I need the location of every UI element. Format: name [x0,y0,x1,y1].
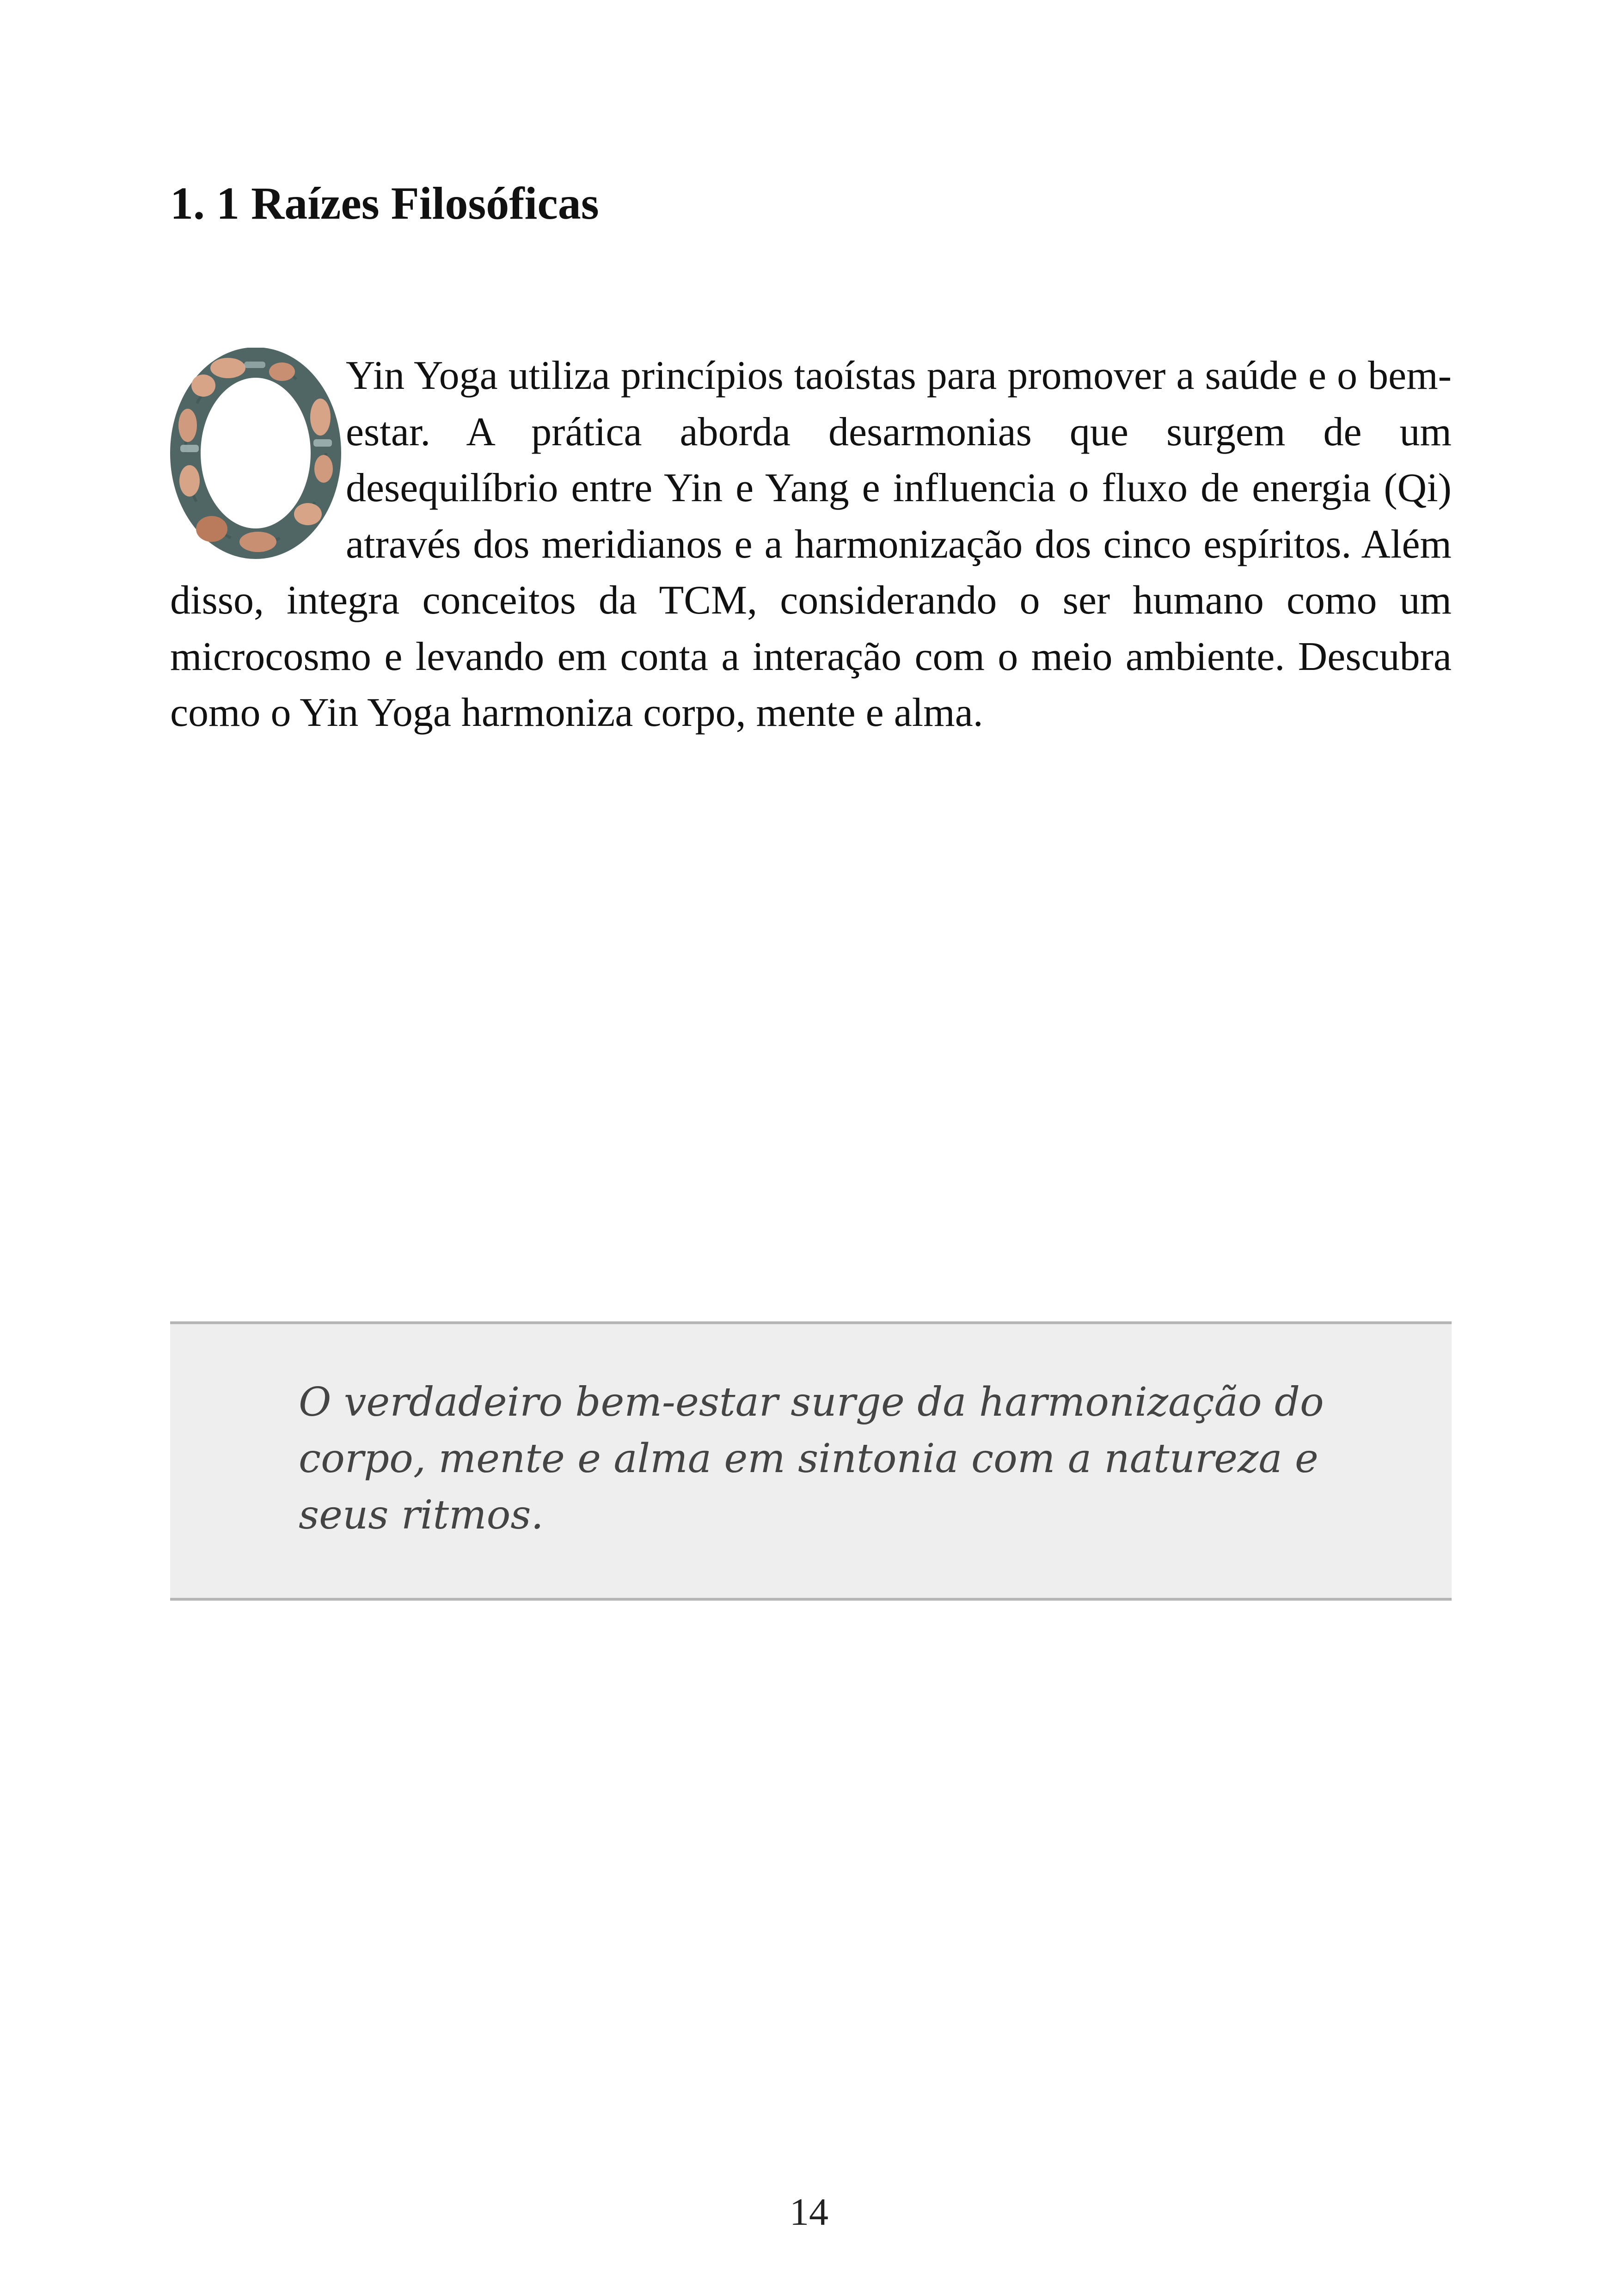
intro-paragraph [170,348,1452,741]
section-heading: 1. 1 Raízes Filosóficas [170,178,599,229]
pull-quote-box [170,1321,1452,1601]
dropcap-letter-o-figures [161,348,346,560]
page-number: 14 [790,2191,828,2234]
pull-quote-text: O verdadeiro bem-estar surge da harmonização do corpo, mente e alma em sintonia com a natureza e seus ritmos. [299,1379,1324,1538]
intro-paragraph-text: Yin Yoga utiliza princípios taoístas para promover a saúde e o bem-estar. A prática aborda desarmonias que surgem de um desequilíbrio entre Yin e Yang e influencia o fluxo de energia (Qi) através dos meridianos e a harmonização dos cinco espíritos. Além disso, integra conceitos da TCM, considerando o ser humano como um microcosmo e levando em conta a interação com o meio ambiente. Descubra como o Yin Yoga harmoniza corpo, mente e alma. [170,353,1452,735]
